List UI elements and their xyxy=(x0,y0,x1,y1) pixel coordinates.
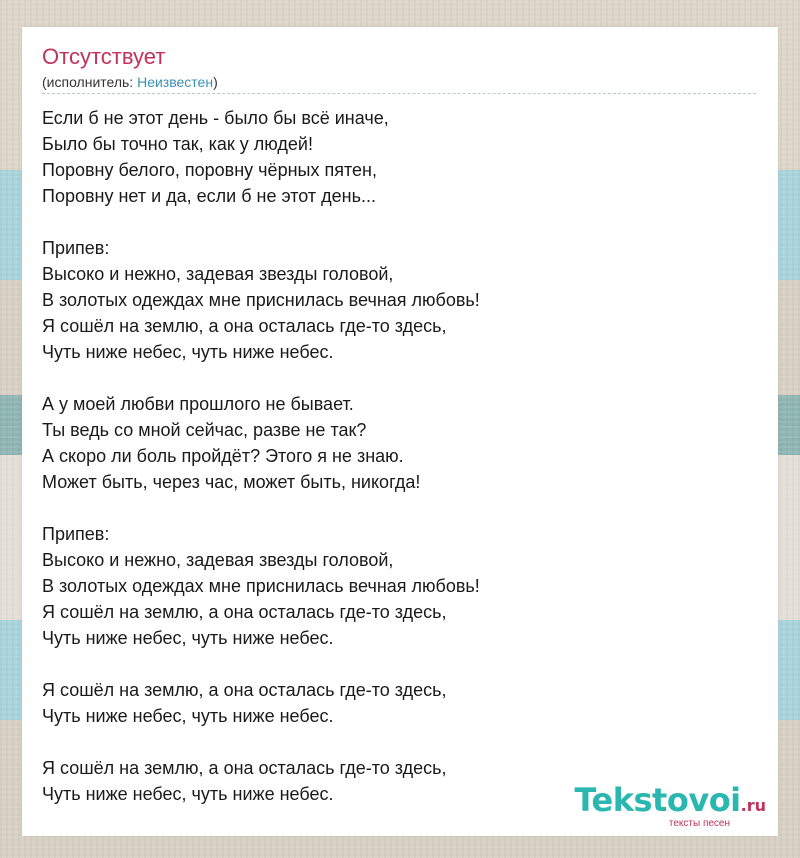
lyric-line: Я сошёл на землю, а она осталась где-то здесь, xyxy=(42,316,447,336)
lyric-line: Может быть, через час, может быть, никогда! xyxy=(42,472,421,492)
lyric-line: Было бы точно так, как у людей! xyxy=(42,134,313,154)
lyric-line: Если б не этот день - было бы всё иначе, xyxy=(42,108,389,128)
lyric-blank-line xyxy=(42,729,762,755)
artist-link[interactable]: Неизвестен xyxy=(137,74,214,90)
lyric-line: В золотых одеждах мне приснилась вечная любовь! xyxy=(42,576,480,596)
song-title: Отсутствует xyxy=(42,44,166,69)
artist-prefix: (исполнитель: xyxy=(42,74,138,90)
lyrics-text xyxy=(42,105,762,807)
lyric-line: Чуть ниже небес, чуть ниже небес. xyxy=(42,784,334,804)
lyric-line: В золотых одеждах мне приснилась вечная любовь! xyxy=(42,290,480,310)
title-divider xyxy=(42,93,756,94)
lyric-line: Высоко и нежно, задевая звезды головой, xyxy=(42,264,394,284)
lyric-line: Я сошёл на землю, а она осталась где-то здесь, xyxy=(42,680,447,700)
site-logo[interactable] xyxy=(536,782,766,830)
lyric-blank-line xyxy=(42,495,762,521)
lyric-line: Я сошёл на землю, а она осталась где-то здесь, xyxy=(42,758,447,778)
artist-suffix: ) xyxy=(213,74,218,90)
lyric-line: Припев: xyxy=(42,524,110,544)
lyric-line: А скоро ли боль пройдёт? Этого я не знаю. xyxy=(42,446,404,466)
lyric-blank-line xyxy=(42,365,762,391)
brand-name: Tekstovoi xyxy=(574,781,741,819)
lyric-line: Поровну нет и да, если б не этот день... xyxy=(42,186,377,206)
brand-tagline: тексты песен xyxy=(668,818,730,829)
lyric-line: А у моей любви прошлого не бывает. xyxy=(42,394,354,414)
lyrics-card xyxy=(22,27,778,836)
lyric-blank-line xyxy=(42,651,762,677)
brand-tld: .ru xyxy=(740,796,766,815)
lyric-line: Ты ведь со мной сейчас, разве не так? xyxy=(42,420,367,440)
lyric-blank-line xyxy=(42,209,762,235)
lyric-line: Высоко и нежно, задевая звезды головой, xyxy=(42,550,394,570)
lyric-line: Поровну белого, поровну чёрных пятен, xyxy=(42,160,377,180)
lyric-line: Чуть ниже небес, чуть ниже небес. xyxy=(42,628,334,648)
lyric-line: Я сошёл на землю, а она осталась где-то здесь, xyxy=(42,602,447,622)
lyric-line: Чуть ниже небес, чуть ниже небес. xyxy=(42,342,334,362)
artist-line xyxy=(42,73,218,91)
lyric-line: Чуть ниже небес, чуть ниже небес. xyxy=(42,706,334,726)
lyric-line: Припев: xyxy=(42,238,110,258)
